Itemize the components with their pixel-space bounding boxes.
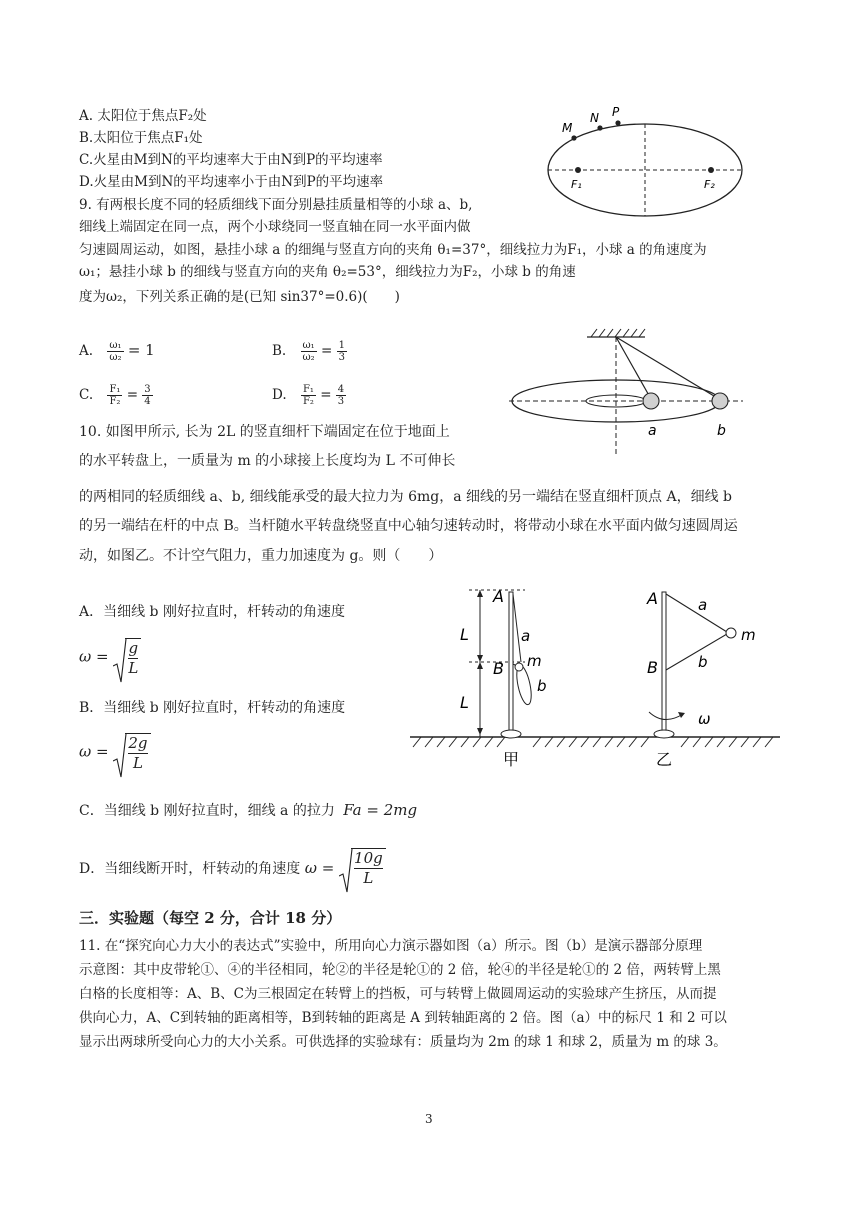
label-f1: F₁	[571, 178, 582, 191]
q9-line-3: 匀速圆周运动，如图，悬挂小球 a 的细绳与竖直方向的夹角 θ₁=37°，细线拉力为F₁，小球 a 的角速度为	[79, 242, 707, 258]
label-omega: ω	[698, 710, 711, 728]
label-m: M	[562, 121, 573, 135]
q10-option-b: B．当细线 b 刚好拉直时，杆转动的角速度	[79, 700, 346, 716]
q9-option-b: B. $\frac{\text{ω₁}}{\text{ω₂}}$ = $\frac{1}{3}$	[272, 340, 345, 363]
q10-option-b-formula: ω = $\frac{2g}{L}$	[79, 733, 151, 773]
label-A-jia: A	[493, 587, 504, 606]
page-number: 3	[425, 1112, 433, 1126]
q10-line-3: 的两相同的轻质细线 a、b, 细线能承受的最大拉力为 6mg，a 细线的另一端结在竖直细杆顶点 A，细线 b	[79, 489, 733, 505]
label-b-yi: b	[698, 653, 708, 671]
q10-line-4: 的另一端结在杆的中点 B。当杆随水平转盘绕竖直中心轴匀速转动时，将带动小球在水平面内做匀速圆周运	[79, 518, 738, 534]
label-L-upper: L	[460, 625, 469, 644]
q11-line-5: 显示出两球所受向心力的大小关系。可供选择的实验球有：质量均为 2m 的球 1 和球 2，质量为 m 的球 3。	[79, 1034, 727, 1050]
label-jia: 甲	[503, 750, 520, 769]
label-yi: 乙	[656, 750, 673, 769]
q11-line-4: 供向心力，A、C到转轴的距离相等，B到转轴的距离是 A 到转轴距离的 2 倍。图（a）中的标尺 1 和 2 可以	[79, 1010, 727, 1026]
q8-option-d: D.火星由M到N的平均速率小于由N到P的平均速率	[79, 174, 384, 190]
label-ball-a: a	[648, 423, 657, 439]
q11-line-1: 11. 在“探究向心力大小的表达式”实验中，所用向心力演示器如图（a）所示。图（b）是演示器部分原理	[79, 938, 703, 954]
label-a-yi: a	[698, 596, 708, 614]
q9-line-1: 9. 有两根长度不同的轻质细线下面分别悬挂质量相等的小球 a、b,	[79, 197, 473, 213]
q10-option-a-formula: ω = $\frac{g}{L}$	[79, 638, 141, 678]
q10-line-5: 动，如图乙。不计空气阻力，重力加速度为 g。则（ ）	[79, 548, 443, 564]
q8-option-c: C.火星由M到N的平均速率大于由N到P的平均速率	[79, 152, 383, 168]
q10-line-1: 10. 如图甲所示, 长为 2L 的竖直细杆下端固定在位于地面上	[79, 424, 450, 440]
label-L-lower: L	[460, 693, 469, 712]
label-m-yi: m	[741, 626, 756, 644]
q10-option-a: A．当细线 b 刚好拉直时，杆转动的角速度	[79, 604, 345, 620]
label-n: N	[590, 111, 599, 125]
rod-turntable-figure	[405, 580, 785, 770]
q9-line-5: 度为ω₂，下列关系正确的是(已知 sin37°=0.6)( )	[79, 289, 400, 305]
q10-option-d: D．当细线断开时，杆转动的角速度 ω = $\frac{10g}{L}$	[79, 848, 386, 888]
q8-option-a: A. 太阳位于焦点F₂处	[79, 108, 207, 124]
ellipse-orbit-figure	[540, 100, 760, 220]
label-f2: F₂	[704, 178, 715, 191]
label-b-jia: b	[537, 677, 547, 695]
label-p: P	[612, 105, 620, 119]
label-ball-b: b	[717, 423, 726, 439]
q9-option-d: D. $\frac{\text{F₁}}{\text{F₂}}$ = $\frac{4}{3}$	[272, 384, 345, 407]
label-m-jia: m	[527, 652, 542, 670]
label-B-yi: B	[647, 658, 658, 677]
q11-line-3: 白格的长度相等：A、B、C为三根固定在转臂上的挡板，可与转臂上做圆周运动的实验球产生挤压，从而提	[79, 986, 717, 1002]
q9-option-c: C. $\frac{\text{F₁}}{\text{F₂}}$ = $\frac{3}{4}$	[79, 384, 151, 407]
label-A-yi: A	[647, 589, 658, 608]
q10-option-c-formula: Fa = 2mg	[343, 801, 418, 819]
q9-option-a: A. $\frac{\text{ω₁}}{\text{ω₂}}$ = 1	[79, 340, 155, 363]
label-B-jia: B	[493, 659, 504, 678]
q10-option-c: C．当细线 b 刚好拉直时，细线 a 的拉力 Fa = 2mg	[79, 801, 418, 819]
label-a-jia: a	[521, 627, 531, 645]
q10-line-2: 的水平转盘上，一质量为 m 的小球接上长度均为 L 不可伸长	[79, 453, 456, 469]
conical-pendulum-figure	[505, 325, 750, 465]
q9-line-2: 细线上端固定在同一点，两个小球绕同一竖直轴在同一水平面内做	[79, 219, 471, 235]
q8-option-b: B.太阳位于焦点F₁处	[79, 130, 203, 146]
q11-line-2: 示意图：其中皮带轮①、④的半径相同，轮②的半径是轮①的 2 倍，轮④的半径是轮①的 2 倍，两转臂上黑	[79, 962, 721, 978]
section-heading: 三．实验题（每空 2 分，合计 18 分）	[79, 909, 342, 927]
q9-line-4: ω₁；悬挂小球 b 的细线与竖直方向的夹角 θ₂=53°，细线拉力为F₂，小球 b 的角速	[79, 264, 576, 280]
